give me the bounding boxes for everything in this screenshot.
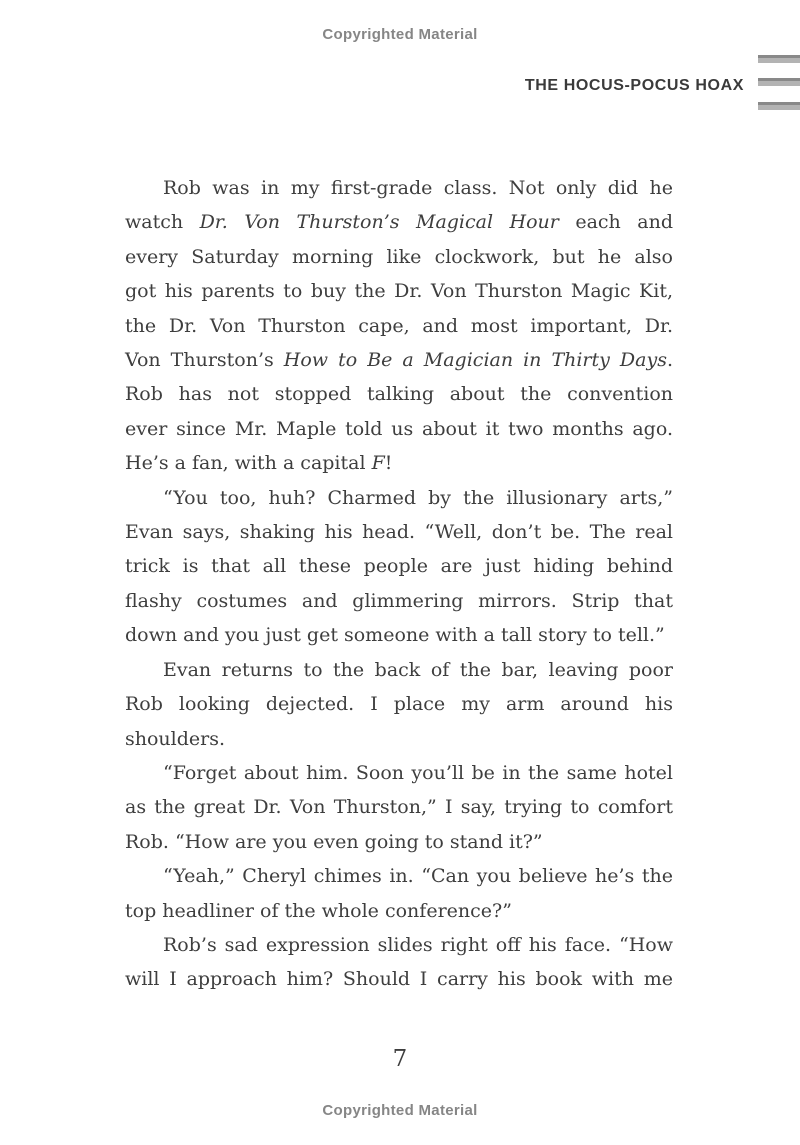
text-line	[125, 171, 673, 205]
text-line	[125, 859, 673, 893]
text-segment: trick is that all these people are just hiding behind	[125, 555, 673, 578]
running-header-title: THE HOCUS-POCUS HOAX	[524, 77, 744, 94]
text-line	[125, 825, 673, 859]
text-line	[125, 377, 673, 411]
page-number: 7	[392, 1046, 408, 1072]
text-segment: Evan says, shaking his head. “Well, don’t be. The real	[125, 521, 673, 544]
page-edge-stripe	[758, 78, 800, 86]
text-segment: “Forget about him. Soon you’ll be in the same hotel	[163, 761, 673, 784]
text-segment: flashy costumes and glimmering mirrors. Strip that	[125, 589, 673, 612]
text-line	[125, 722, 673, 756]
text-line	[125, 962, 673, 996]
text-segment: .	[666, 349, 674, 372]
text-segment: “Yeah,” Cheryl chimes in. “Can you believe he’s the	[163, 865, 673, 888]
text-line	[125, 894, 673, 928]
text-line	[125, 240, 673, 274]
text-line	[125, 274, 673, 308]
italic-text-segment: How to Be a Magician in Thirty Days	[283, 349, 667, 372]
copyright-notice-top: Copyrighted Material	[322, 26, 478, 43]
text-segment: watch	[125, 211, 200, 234]
text-segment: will I approach him? Should I carry his book with me	[125, 968, 673, 991]
text-segment: Rob was in my first-grade class. Not only did he	[163, 177, 673, 199]
italic-text-segment: F	[371, 452, 385, 475]
text-line	[125, 756, 673, 790]
text-segment: as the great Dr. Von Thurston,” I say, trying to comfort	[125, 796, 673, 819]
text-line	[125, 412, 673, 446]
text-line	[125, 790, 673, 824]
text-line	[125, 653, 673, 687]
text-segment: !	[384, 452, 393, 475]
text-segment: shoulders.	[125, 727, 226, 750]
text-line	[125, 687, 673, 721]
text-segment: Rob looking dejected. I place my arm around his	[125, 693, 673, 716]
text-segment: He’s a fan, with a capital	[125, 452, 372, 475]
text-segment: got his parents to buy the Dr. Von Thurston Magic Kit,	[125, 280, 673, 303]
text-segment: the Dr. Von Thurston cape, and most important, Dr.	[125, 314, 673, 337]
text-segment: Evan returns to the back of the bar, leaving poor	[163, 658, 673, 681]
text-segment: Von Thurston’s	[125, 349, 284, 372]
page-text	[125, 171, 673, 997]
text-line	[125, 515, 673, 549]
text-line	[125, 446, 673, 480]
page-edge-stripe	[758, 102, 800, 110]
text-segment: Rob’s sad expression slides right off his face. “How	[163, 933, 673, 956]
text-line	[125, 928, 673, 962]
text-line	[125, 584, 673, 618]
italic-text-segment: Dr. Von Thurston’s Magical Hour	[199, 211, 559, 234]
text-segment: ever since Mr. Maple told us about it two months ago.	[125, 417, 673, 440]
text-segment: down and you just get someone with a tall story to tell.”	[125, 624, 665, 647]
text-segment: “You too, huh? Charmed by the illusionary arts,”	[163, 486, 673, 509]
text-segment: Rob has not stopped talking about the convention	[125, 383, 673, 406]
text-line	[125, 309, 673, 343]
text-line	[125, 549, 673, 583]
text-segment: Rob. “How are you even going to stand it?”	[125, 830, 543, 853]
text-segment: every Saturday morning like clockwork, but he also	[125, 245, 673, 268]
text-line	[125, 205, 673, 239]
text-segment: top headliner of the whole conference?”	[125, 899, 512, 922]
text-line	[125, 481, 673, 515]
text-segment: each and	[558, 211, 673, 234]
copyright-notice-bottom: Copyrighted Material	[322, 1102, 478, 1119]
page-edge-stripe	[758, 55, 800, 63]
text-line	[125, 343, 673, 377]
text-line	[125, 618, 673, 652]
